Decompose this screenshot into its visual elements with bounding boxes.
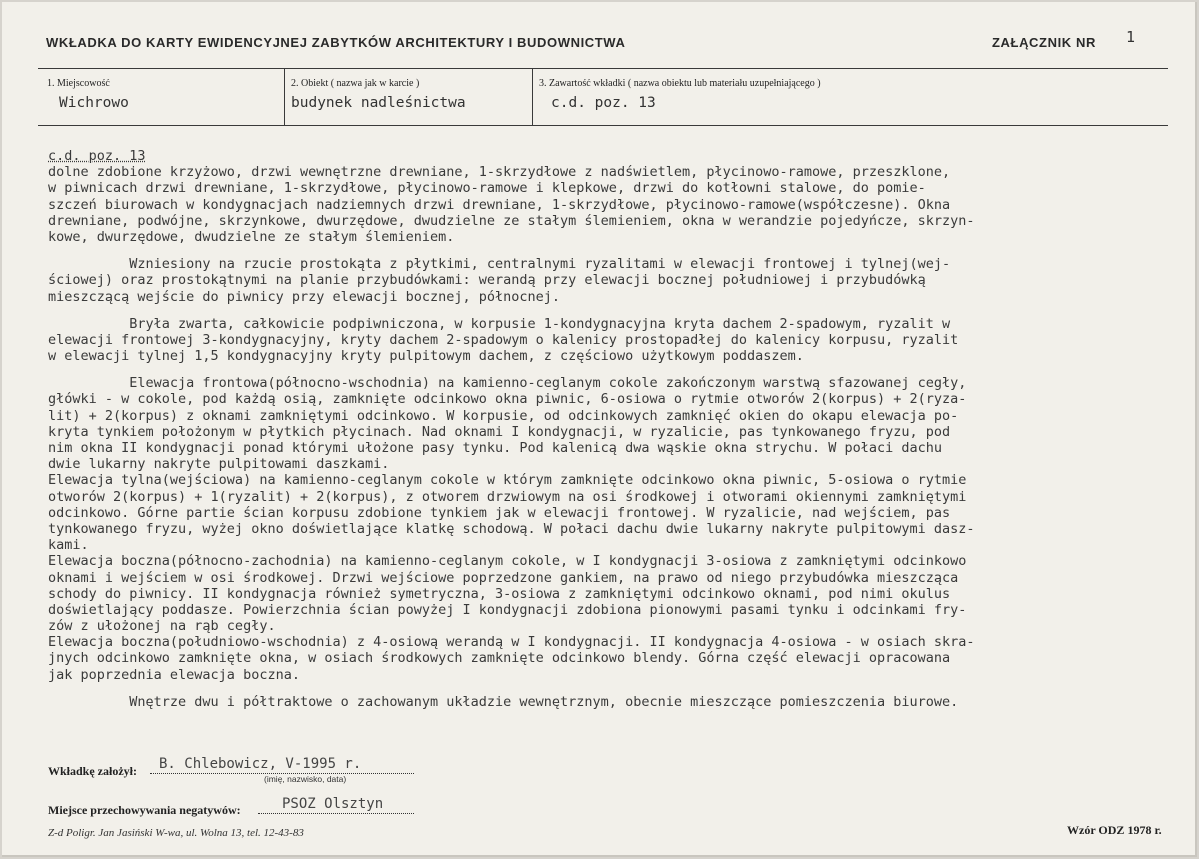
text-line: odcinkowo. Górne partie ścian korpusu zdobione tynkiem jak w elewacji frontowej. W ryzalicie, nad wejściem, pas <box>48 504 951 521</box>
text-line: kowe, dwurzędowe, dwudzielne ze stałym ślemieniem. <box>48 228 455 245</box>
text-line: Elewacja frontowa(północno-wschodnia) na kamienno-ceglanym cokole zakończonym warstwą sfazowanej cegły, <box>48 375 967 392</box>
continuation-heading: c.d. poz. 13 <box>48 148 146 164</box>
text-line: kryta tynkiem położonym w płytkich płycinach. Nad oknami I kondygnacji, w ryzalicie, pas tynkowanego fryzu, pod <box>48 423 951 440</box>
author-label: Wkładkę założył: <box>48 764 137 778</box>
author-value: B. Chlebowicz, V-1995 r. <box>159 756 362 772</box>
text-line: kami. <box>48 537 89 554</box>
paragraph-gap <box>48 305 1198 316</box>
field-2-label: 2. Obiekt ( nazwa jak w karcie ) <box>291 78 420 89</box>
text-line: Wzniesiony na rzucie prostokąta z płytkimi, centralnymi ryzalitami w elewacji frontowej i tylnej(wej- <box>48 256 951 273</box>
text-line: Elewacja boczna(południowo-wschodnia) z 4-osiową werandą w I kondygnacji. II kondygnacja 4-osiowa - w osiach skra- <box>48 634 975 651</box>
fields-bottom-rule <box>38 125 1168 126</box>
text-line: drewniane, podwójne, skrzynkowe, dwurzędowe, dwudzielne ze stałym ślemieniem, okna w werandzie pojedyńcze, skrzyn- <box>48 212 975 229</box>
paragraph-gap <box>48 683 1198 694</box>
text-line: dwie lukarny nakryte pulpitowami daszkami. <box>48 456 390 473</box>
text-line: Elewacja boczna(północno-zachodnia) na kamienno-ceglanym cokole, w I kondygnacji 3-osiowa z zamkniętymi odcinkowo <box>48 553 967 570</box>
text-line: główki - w cokole, pod każdą osią, zamknięte odcinkowo okna piwnic, 6-osiowa o rytmie otworów 2(korpus) + 2(ryza- <box>48 391 967 408</box>
attachment-label: ZAŁĄCZNIK NR <box>992 35 1096 50</box>
description-text <box>48 148 1198 710</box>
text-line: szczeń biurowach w kondygnacjach nadziemnych drzwi drewniane, 1-skrzydłowe, płycinowo-ramowe(współczesne). Okna <box>48 196 951 213</box>
text-line: zów z ułożonej na rąb cegły. <box>48 618 276 635</box>
attachment-number: 1 <box>1126 28 1136 46</box>
text-line: nim okna II kondygnacji ponad którymi ułożone pasy tynku. Pod kalenicą dwa wąskie okna strychu. W połaci dachu <box>48 440 943 456</box>
text-line: Elewacja tylna(wejściowa) na kamienno-ceglanym cokole w którym zamknięte odcinkowo okna piwnic, 5-osiowa o rytmie <box>48 472 967 489</box>
field-2-value: budynek nadleśnictwa <box>291 95 466 111</box>
author-hint: (imię, nazwisko, data) <box>264 774 347 784</box>
text-line: jak poprzednia elewacja boczna. <box>48 666 300 683</box>
negatives-dotted-line <box>258 813 414 814</box>
fields-divider-1 <box>284 68 285 125</box>
negatives-label: Miejsce przechowywania negatywów: <box>48 803 241 817</box>
fields-top-rule <box>38 68 1168 69</box>
text-line: w piwnicach drzwi drewniane, 1-skrzydłowe, płycinowo-ramowe i klepkowe, drzwi do kotłowni stalowe, do pomie- <box>48 180 926 197</box>
fields-divider-2 <box>532 68 533 125</box>
negatives-value: PSOZ Olsztyn <box>282 796 384 812</box>
field-3-value: c.d. poz. 13 <box>551 95 656 111</box>
field-3-label: 3. Zawartość wkładki ( nazwa obiektu lub materiału uzupełniającego ) <box>539 78 821 89</box>
printer-imprint: Z-d Poligr. Jan Jasiński W-wa, ul. Wolna 13, tel. 12-43-83 <box>48 827 304 839</box>
text-line: doświetlający poddasze. Powierzchnia ścian powyżej I kondygnacji zdobiona pionowymi pasami tynku i odcinkami fry- <box>48 601 967 618</box>
text-line: lit) + 2(korpus) z oknami zamkniętymi odcinkowo. W korpusie, od odcinkowych zamknięć okien do okapu elewacja po- <box>48 407 959 424</box>
text-line: schody do piwnicy. II kondygnacja również symetryczna, 3-osiowa z zamkniętymi odcinkowo oknami, pod nimi okulus <box>48 585 951 602</box>
field-1-label: 1. Miejscowość <box>47 78 110 89</box>
form-version: Wzór ODZ 1978 r. <box>1067 823 1162 837</box>
text-line: jnych odcinkowo zamknięte okna, w osiach środkowych zamknięte odcinkowo blendy. Górna część elewacji opracowana <box>48 650 951 667</box>
text-line: otworów 2(korpus) + 1(ryzalit) + 2(korpus), z otworem drzwiowym na osi środkowej i otworami okiennymi zamkniętymi <box>48 488 967 505</box>
text-line: tynkowanego fryzu, wyżej okno doświetlające klatkę schodową. W połaci dachu dwie lukarny nakryte pulpitowymi dasz- <box>48 520 975 537</box>
text-line: Wnętrze dwu i półtraktowe o zachowanym układzie wewnętrznym, obecnie mieszczące pomieszczenia biurowe. <box>48 693 959 710</box>
index-card <box>2 2 1197 857</box>
text-line: elewacji frontowej 3-kondygnacyjny, kryty dachem 2-spadowym o kalenicy prostopadłej do kalenicy korpusu, ryzalit <box>48 331 959 348</box>
paragraph-gap <box>48 364 1198 375</box>
paragraph-gap <box>48 245 1198 256</box>
form-title: WKŁADKA DO KARTY EWIDENCYJNEJ ZABYTKÓW ARCHITEKTURY I BUDOWNICTWA <box>46 35 626 50</box>
text-line: Bryła zwarta, całkowicie podpiwniczona, w korpusie 1-kondygnacyjna kryta dachem 2-spadowym, ryzalit w <box>48 315 951 332</box>
field-1-value: Wichrowo <box>59 95 129 111</box>
text-line: dolne zdobione krzyżowo, drzwi wewnętrzne drewniane, 1-skrzydłowe z nadświetlem, płycinowo-ramowe, przeszklone, <box>48 164 951 181</box>
text-line: oknami i wejściem w osi środkowej. Drzwi wejściowe poprzedzone gankiem, na prawo od niego przybudówka mieszcząca <box>48 569 959 586</box>
text-line: mieszczącą wejście do piwnicy przy elewacji bocznej, północnej. <box>48 288 561 305</box>
text-line: w elewacji tylnej 1,5 kondygnacyjny kryty pulpitowym dachem, z częściowo użytkowym poddaszem. <box>48 348 804 365</box>
text-line: ściowej) oraz prostokątnymi na planie przybudówkami: werandą przy elewacji bocznej południowej i przybudówką <box>48 272 926 289</box>
